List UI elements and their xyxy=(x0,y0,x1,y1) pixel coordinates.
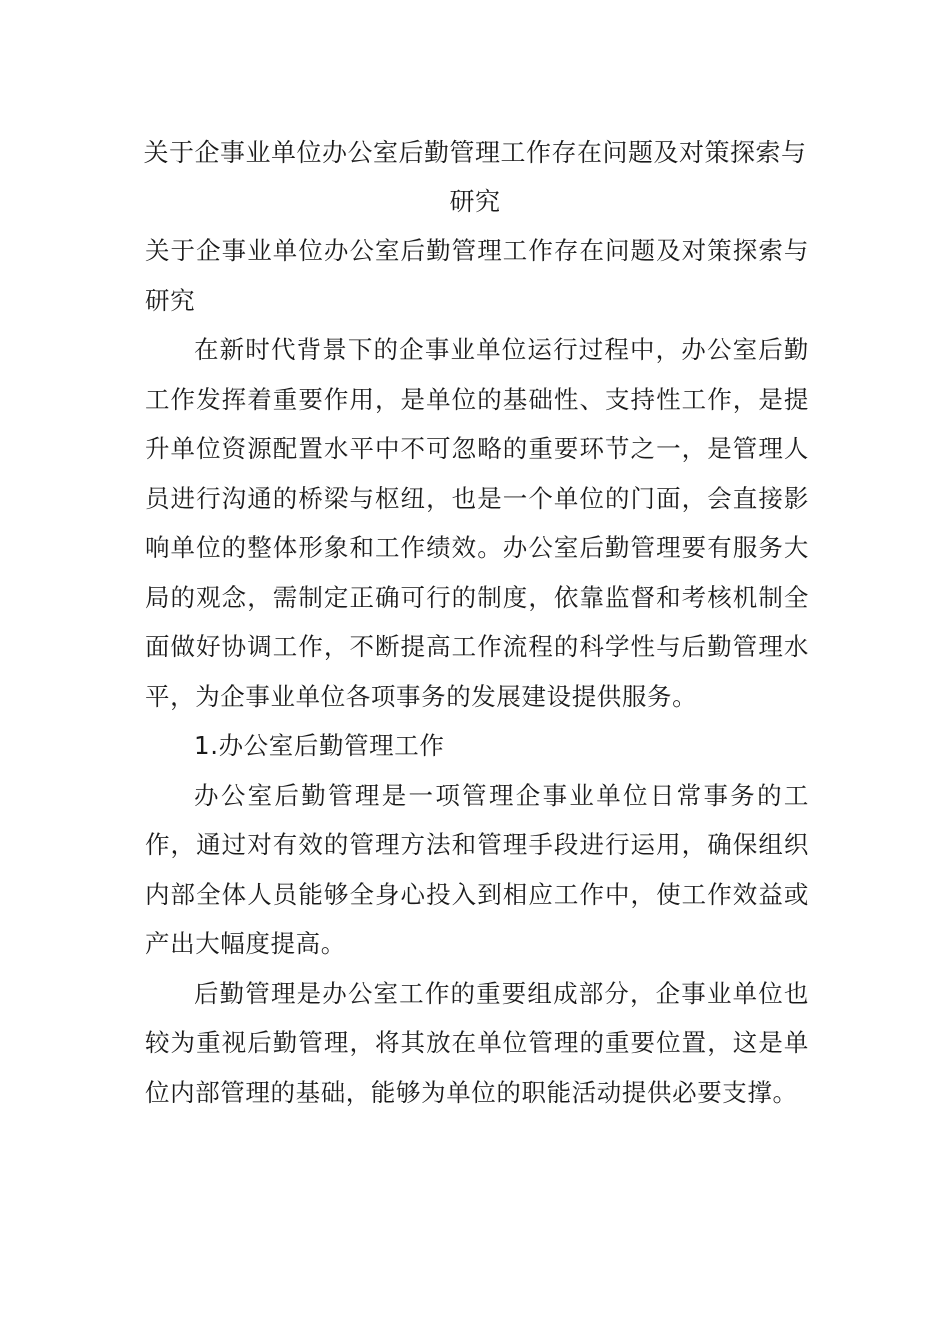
paragraph-section-1: 办公室后勤管理是一项管理企事业单位日常事务的工作，通过对有效的管理方法和管理手段进行运用，确保组织内部全体人员能够全身心投入到相应工作中，使工作效益或产出大幅度提高。 xyxy=(145,780,809,958)
document-title: 关于企事业单位办公室后勤管理工作存在问题及对策探索与研究 xyxy=(143,138,807,216)
document-body xyxy=(145,226,809,1117)
paragraph-intro: 在新时代背景下的企事业单位运行过程中，办公室后勤工作发挥着重要作用，是单位的基础性、支持性工作，是提升单位资源配置水平中不可忽略的重要环节之一，是管理人员进行沟通的桥梁与枢纽，也是一个单位的门面，会直接影响单位的整体形象和工作绩效。办公室后勤管理要有服务大局的观念，需制定正确可行的制度，依靠监督和考核机制全面做好协调工作，不断提高工作流程的科学性与后勤管理水平，为企事业单位各项事务的发展建设提供服务。 xyxy=(145,335,809,711)
section-heading: 1.办公室后勤管理工作 xyxy=(194,731,445,760)
paragraph-section-2: 后勤管理是办公室工作的重要组成部分，企事业单位也较为重视后勤管理，将其放在单位管理的重要位置，这是单位内部管理的基础，能够为单位的职能活动提供必要支撑。 xyxy=(145,978,809,1107)
repeated-title: 关于企事业单位办公室后勤管理工作存在问题及对策探索与研究 xyxy=(145,236,809,315)
